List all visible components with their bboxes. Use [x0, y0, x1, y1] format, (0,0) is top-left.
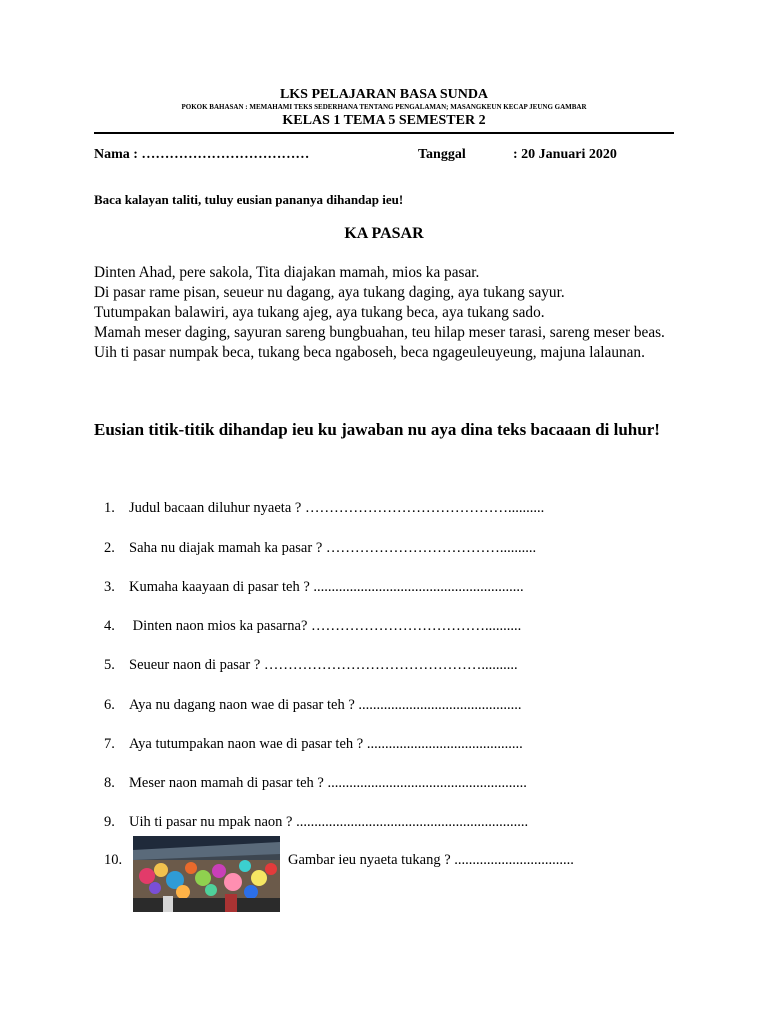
task-instruction: Eusian titik-titik dihandap ieu ku jawaban nu aya dina teks bacaaan di luhur!	[94, 420, 660, 439]
question-number: 8.	[104, 775, 115, 791]
story-text	[94, 263, 675, 363]
question-text: Saha nu diajak mamah ka pasar ? ………………………………..........	[129, 540, 537, 556]
question-number: 6.	[104, 697, 115, 713]
worksheet-title: LKS PELAJARAN BASA SUNDA	[279, 87, 489, 102]
question-item	[104, 814, 528, 831]
question-number: 2.	[104, 540, 115, 556]
question-text: Dinten naon mios ka pasarna? ………………………………..........	[129, 618, 522, 634]
date-value: : 20 Januari 2020	[513, 147, 617, 162]
question-text: Gambar ieu nyaeta tukang ? .................................	[288, 852, 574, 868]
date-label: Tanggal	[418, 147, 466, 162]
question-item	[104, 540, 536, 557]
story-paragraph: Tutumpakan balawiri, aya tukang ajeg, aya tukang beca, aya tukang sado.	[94, 304, 545, 321]
question-text: Seueur naon di pasar ? ………………………………………..........	[129, 657, 518, 673]
reading-instruction: Baca kalayan taliti, tuluy eusian pananya dihandap ieu!	[94, 192, 404, 207]
question-text: Uih ti pasar nu mpak naon ? ................................................................	[129, 814, 529, 830]
question-text: Aya nu dagang naon wae di pasar teh ? .............................................	[129, 697, 522, 713]
question-text: Aya tutumpakan naon wae di pasar teh ? ...........................................	[129, 736, 523, 752]
question-number: 10.	[104, 852, 123, 868]
question-item	[104, 736, 523, 753]
name-field: Nama : ………………………………	[94, 147, 310, 162]
market-stall-illustration	[133, 836, 280, 912]
worksheet-subtopic: POKOK BAHASAN : MEMAHAMI TEKS SEDERHANA TENTANG PENGALAMAN; MASANGKEUN KECAP JEUNG GAMBAR	[181, 103, 587, 111]
question-number: 5.	[104, 657, 115, 673]
story-paragraph: Dinten Ahad, pere sakola, Tita diajakan mamah, mios ka pasar.	[94, 264, 480, 281]
question-item	[104, 500, 544, 517]
question-item	[104, 657, 518, 674]
story-title: KA PASAR	[344, 225, 424, 242]
market-stall-photo	[133, 836, 280, 912]
story-paragraph: Mamah meser daging, sayuran sareng bungbuahan, teu hilap meser tarasi, sareng meser beas.	[94, 324, 665, 341]
question-number: 7.	[104, 736, 115, 752]
story-paragraph: Di pasar rame pisan, seueur nu dagang, aya tukang daging, aya tukang sayur.	[94, 284, 565, 301]
question-item	[104, 579, 524, 596]
question-number: 4.	[104, 618, 115, 634]
header-divider	[94, 132, 674, 134]
question-number: 3.	[104, 579, 115, 595]
question-item	[104, 697, 522, 714]
question-item	[104, 618, 521, 635]
question-item	[104, 775, 527, 792]
question-text: Judul bacaan diluhur nyaeta ? ……………………………………..........	[129, 500, 545, 516]
story-paragraph: Uih ti pasar numpak beca, tukang beca ngaboseh, beca ngageuleuyeung, majuna lalaunan.	[94, 344, 645, 361]
question-text: Meser naon mamah di pasar teh ? .......................................................	[129, 775, 527, 791]
question-number: 9.	[104, 814, 115, 830]
question-number: 1.	[104, 500, 115, 516]
class-semester-line: KELAS 1 TEMA 5 SEMESTER 2	[282, 113, 486, 128]
question-text: Kumaha kaayaan di pasar teh ? ..........................................................	[129, 579, 524, 595]
